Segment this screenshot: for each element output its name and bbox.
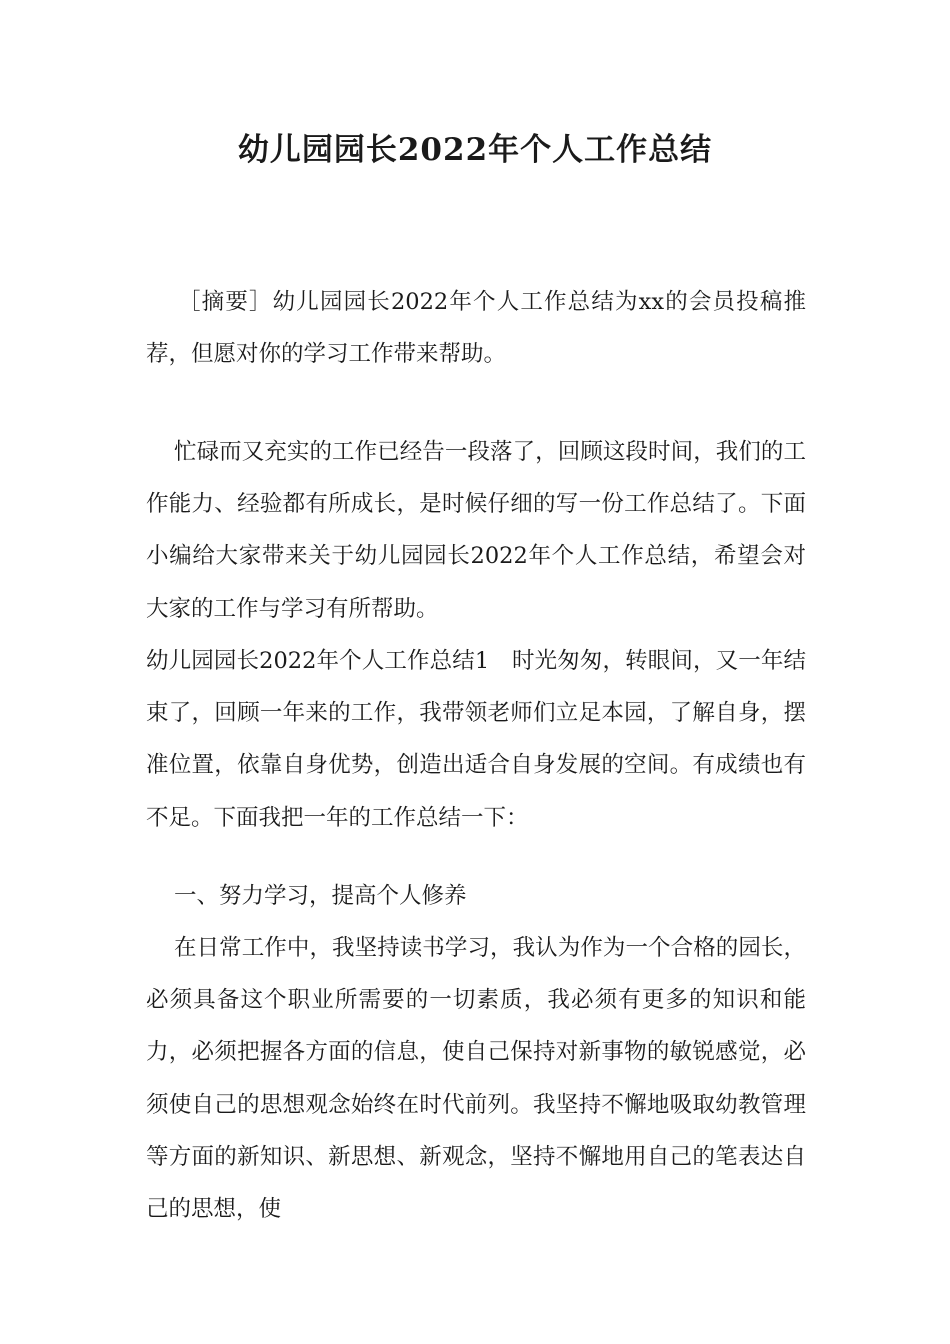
section-one-body-paragraph: 在日常工作中，我坚持读书学习，我认为作为一个合格的园长，必须具备这个职业所需要的一切素质，我必须有更多的知识和能力，必须把握各方面的信息，使自己保持对新事物的敏锐感觉，必须使自己的思想观念始终在时代前列。我坚持不懈地吸取幼教管理等方面的新知识、新思想、新观念，坚持不懈地用自己的笔表达自己的思想，使 bbox=[146, 935, 806, 1223]
document-title: 幼儿园园长2022年个人工作总结 bbox=[237, 132, 713, 168]
section-heading-one: 一、努力学习，提高个人修养 bbox=[174, 883, 467, 909]
abstract-paragraph: ［摘要］幼儿园园长2022年个人工作总结为xx的会员投稿推荐，但愿对你的学习工作带来帮助。 bbox=[146, 289, 806, 368]
intro-paragraph: 忙碌而又充实的工作已经告一段落了，回顾这段时间，我们的工作能力、经验都有所成长，是时候仔细的写一份工作总结了。下面小编给大家带来关于幼儿园园长2022年个人工作总结，希望会对大家的工作与学习有所帮助。 bbox=[146, 439, 806, 622]
summary-one-paragraph: 幼儿园园长2022年个人工作总结1 时光匆匆，转眼间，又一年结束了，回顾一年来的工作，我带领老师们立足本园，了解自身，摆准位置，依靠自身优势，创造出适合自身发展的空间。有成绩也有不足。下面我把一年的工作总结一下： bbox=[146, 648, 806, 831]
